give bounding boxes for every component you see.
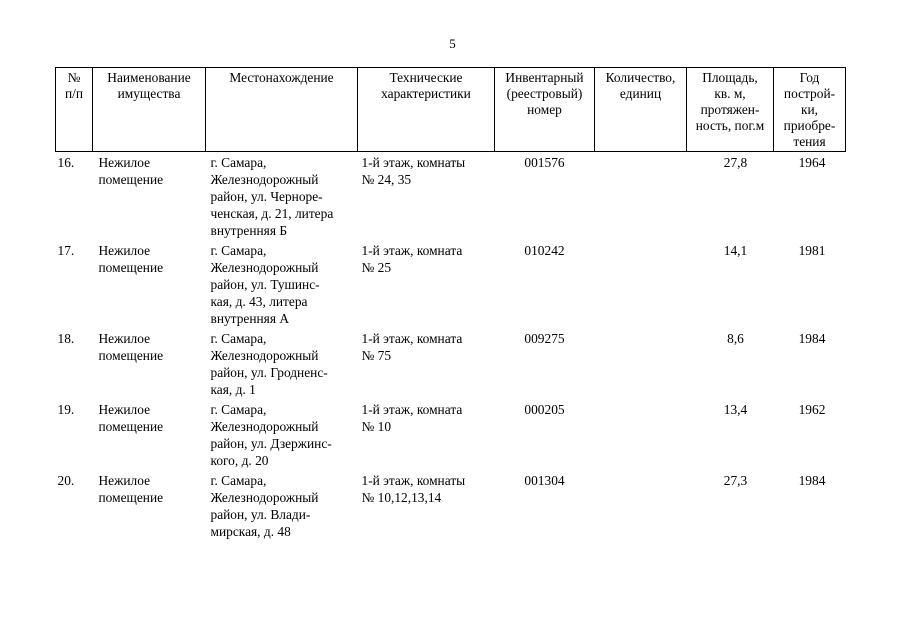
property-name-cell [93,242,206,330]
header-line: построй- [783,86,836,101]
technical-specs-line: 1-й этаж, комнаты [361,155,466,170]
table-row [56,242,846,330]
header-line: приобре- [783,118,836,133]
area-cell: 27,3 [723,473,748,488]
property-name-cell [93,330,206,401]
property-location-line: Железнодорожный [210,490,319,505]
property-name-line: Нежилое [98,155,151,170]
area-cell: 27,8 [723,155,748,170]
quantity-cell [595,152,687,243]
header-property-name [93,68,206,152]
technical-specs-line: 1-й этаж, комната [361,243,463,258]
technical-specs-line: № 10 [361,419,392,434]
year-built-cell: 1984 [798,331,826,346]
header-line: ность, пог.м [695,118,765,133]
property-location-line: район, ул. Тушинс- [210,277,320,292]
technical-specs-line: № 25 [361,260,392,275]
header-line: (реестровый) [506,86,583,101]
header-location [206,68,358,152]
year-built-cell: 1964 [798,155,826,170]
property-location-line: Железнодорожный [210,419,319,434]
property-name-line: Нежилое [98,402,151,417]
year-built-cell: 1981 [798,243,826,258]
header-quantity [595,68,687,152]
technical-specs-line: № 10,12,13,14 [361,490,442,505]
header-line: Количество, [605,70,676,85]
property-location-cell [206,330,358,401]
table-row [56,472,846,543]
header-year [774,68,846,152]
header-line: номер [527,102,562,117]
header-line: кв. м, [714,86,746,101]
property-location-line: район, ул. Влади- [210,507,311,522]
area-cell: 14,1 [723,243,748,258]
technical-specs-line: 1-й этаж, комнаты [361,473,466,488]
quantity-cell [595,401,687,472]
property-name-cell [93,401,206,472]
row-number-cell: 20. [57,473,75,488]
header-line: характеристики [381,86,471,101]
year-built-cell: 1962 [798,402,826,417]
property-name-line: помещение [98,490,164,505]
property-name-line: Нежилое [98,473,151,488]
year-built-cell: 1984 [798,473,826,488]
quantity-cell [595,242,687,330]
property-name-cell [93,472,206,543]
header-area [687,68,774,152]
header-line: тения [793,134,826,149]
table-body [56,152,846,544]
row-number-cell: 17. [57,243,75,258]
property-location-line: г. Самара, [210,402,267,417]
header-line: № [67,70,81,85]
property-location-line: внутренняя А [210,311,290,326]
header-line: Инвентарный [505,70,584,85]
inventory-number-cell: 000205 [524,402,565,417]
page-number: 5 [449,36,456,51]
property-location-cell [206,152,358,243]
header-line: Технические [389,70,463,85]
technical-specs-line: 1-й этаж, комната [361,402,463,417]
property-location-line: кая, д. 1 [210,382,256,397]
header-line: Год [799,70,820,85]
header-line: имущества [117,86,181,101]
technical-specs-line: № 24, 35 [361,172,412,187]
property-location-cell [206,472,358,543]
header-row [56,68,846,152]
property-location-line: Железнодорожный [210,348,319,363]
property-location-cell [206,242,358,330]
quantity-cell [595,330,687,401]
inventory-number-cell: 010242 [524,243,565,258]
property-location-line: район, ул. Дзержинс- [210,436,332,451]
header-number [56,68,93,152]
property-location-line: ченская, д. 21, литера [210,206,334,221]
property-registry-table [55,67,846,543]
area-cell: 13,4 [723,402,748,417]
property-location-line: район, ул. Черноре- [210,189,323,204]
table-row [56,401,846,472]
property-location-line: Железнодорожный [210,260,319,275]
header-line: Площадь, [702,70,758,85]
technical-specs-line: 1-й этаж, комната [361,331,463,346]
technical-specs-cell [358,152,495,243]
header-line: протяжен- [700,102,760,117]
technical-specs-cell [358,242,495,330]
inventory-number-cell: 001576 [524,155,565,170]
header-line: п/п [64,86,84,101]
property-location-line: г. Самара, [210,331,267,346]
property-location-line: район, ул. Гродненс- [210,365,328,380]
property-name-line: помещение [98,260,164,275]
property-location-line: кого, д. 20 [210,453,269,468]
property-location-line: г. Самара, [210,473,267,488]
table-row [56,152,846,243]
header-line: Наименование [107,70,191,85]
property-name-line: помещение [98,348,164,363]
property-location-cell [206,401,358,472]
row-number-cell: 18. [57,331,75,346]
property-name-line: помещение [98,172,164,187]
row-number-cell: 19. [57,402,75,417]
property-name-line: Нежилое [98,331,151,346]
property-location-line: г. Самара, [210,155,267,170]
header-line: ки, [800,102,819,117]
technical-specs-cell [358,330,495,401]
property-location-line: г. Самара, [210,243,267,258]
technical-specs-cell [358,401,495,472]
header-technical-specs [358,68,495,152]
property-location-line: мирская, д. 48 [210,524,291,539]
header-line: Местонахождение [229,70,334,85]
property-location-line: Железнодорожный [210,172,319,187]
inventory-number-cell: 001304 [524,473,565,488]
property-name-line: Нежилое [98,243,151,258]
property-location-line: кая, д. 43, литера [210,294,308,309]
inventory-number-cell: 009275 [524,331,565,346]
header-inventory-number [495,68,595,152]
quantity-cell [595,472,687,543]
technical-specs-cell [358,472,495,543]
header-line: единиц [619,86,662,101]
property-name-cell [93,152,206,243]
technical-specs-line: № 75 [361,348,392,363]
property-name-line: помещение [98,419,164,434]
table-row [56,330,846,401]
row-number-cell: 16. [57,155,75,170]
area-cell: 8,6 [727,331,744,346]
property-location-line: внутренняя Б [210,223,288,238]
